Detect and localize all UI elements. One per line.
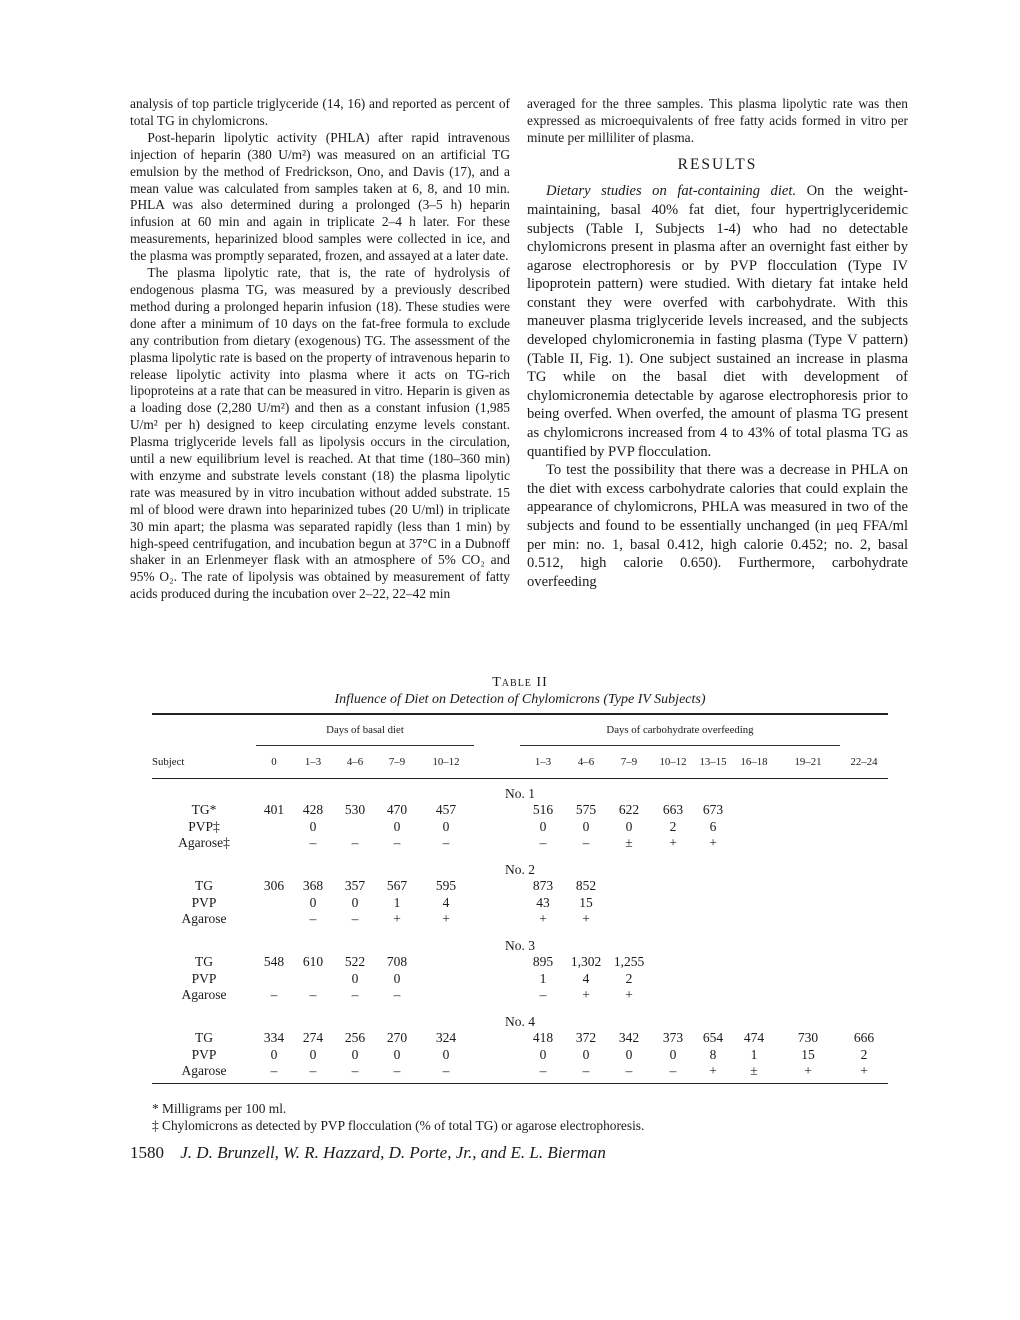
- table-cell: –: [351, 1063, 359, 1078]
- row-label: TG: [195, 954, 213, 969]
- table-cell: +: [669, 835, 677, 850]
- table-cell: [334, 818, 376, 835]
- table-cell: [732, 970, 776, 987]
- table-cell: 2: [669, 818, 677, 834]
- table-cell: 0: [582, 1046, 590, 1062]
- footnote: ‡ Chylomicrons as detected by PVP flocculation (% of total TG) or agarose electrophoresis.: [152, 1118, 645, 1133]
- table-cell: [776, 894, 840, 911]
- table-cell: 708: [386, 954, 408, 969]
- table-cell: 306: [263, 878, 285, 893]
- table-cell: 852: [575, 878, 597, 893]
- table-cell: –: [393, 987, 401, 1002]
- table-cell: 2: [860, 1046, 868, 1062]
- table-cell: 673: [702, 802, 724, 817]
- table-cell: 516: [532, 802, 554, 817]
- data-table: [152, 713, 888, 1084]
- subject-row: [152, 937, 888, 954]
- table-cell: 0: [582, 818, 590, 834]
- table-cell: [732, 878, 776, 895]
- table-cell: –: [442, 1063, 450, 1078]
- row-label: PVP: [191, 1046, 217, 1062]
- spacer-row: [152, 1003, 888, 1013]
- table-cell: 548: [263, 954, 285, 969]
- paragraph: To test the possibility that there was a decrease in PHLA on the diet with excess carbohydrate calories that could explain the appearance of chylomicrons, PHLA was measured in two of the subjects and found to be essentially unchanged (in μeq FFA/ml per min: no. 1, basal 0.412, high calorie 0.452; no. 2, basal 0.512, high calorie 0.650). Furthermore, carbohydrate overfeeding: [527, 462, 908, 590]
- table-cell: [694, 987, 732, 1004]
- table-cell: 730: [797, 1030, 819, 1045]
- row-label: PVP‡: [188, 818, 220, 834]
- table-cell: +: [804, 1063, 812, 1078]
- table-cell: –: [351, 911, 359, 926]
- table-cell: [776, 954, 840, 971]
- paragraph: Post-heparin lipolytic activity (PHLA) after rapid intravenous injection of heparin (380 U/m²) was measured on an artificial TG emulsion by the method of Fredrickson, Ono, and Davis (17), and a mean value was calculated from samples taken at 6, 8, and 10 min. PHLA was also determined during a prolonged (3–5 h) heparin infusion at 60 min and again in triplicate 2–4 h later. For these measurements, heparinized blood samples were collected in ice, and the plasma was promptly separated, frozen, and assayed at a later date.: [130, 129, 510, 264]
- table-cell: [732, 987, 776, 1004]
- table-cell: 43: [536, 894, 550, 910]
- table-cell: 0: [270, 1046, 278, 1062]
- spacer-cell: [474, 802, 520, 819]
- table-cell: 0: [539, 818, 547, 834]
- column-header: 13–15: [699, 756, 727, 768]
- column-header: 16–18: [740, 756, 768, 768]
- spacer-cell: [474, 835, 520, 852]
- table-cell: 1,302: [570, 954, 602, 969]
- table-cell: [256, 835, 292, 852]
- table-row: [152, 802, 888, 819]
- table-cell: [732, 802, 776, 819]
- table-cell: 0: [442, 1046, 450, 1062]
- table-row: [152, 1030, 888, 1047]
- table-cell: –: [393, 835, 401, 850]
- table-cell: 334: [263, 1030, 285, 1045]
- paragraph-text: On the weight-maintaining, basal 40% fat diet, four hypertriglyceridemic subjects (Table I, Subjects 1-4) who had no detectable chylomicrons present in plasma after an overnight fast either by agarose electrophoresis or by PVP flocculation (Type IV lipoprotein pattern) were studied. With dietary fat intake held constant they were overfed with carbohydrate. With this maneuver plasma triglyceride levels increased, and the subjects developed chylomicronemia in fasting plasma (Type V pattern) (Table II, Fig. 1). One subject sustained an increase in plasma TG while on the basal diet with development of chylomicronemia detectable by agarose electrophoresis prior to being overfed. When overfed, the amount of plasma TG present as chylomicrons increased from 4 to 43% of total plasma TG as quantified by PVP flocculation.: [527, 183, 908, 460]
- table-cell: [840, 878, 888, 895]
- table-cell: 428: [302, 802, 324, 817]
- table-cell: +: [709, 1063, 717, 1078]
- table-footnotes: [152, 1100, 888, 1134]
- spacer-cell: [474, 746, 520, 779]
- table-cell: +: [442, 911, 450, 926]
- spacer-cell: [474, 911, 520, 928]
- column-header: 10–12: [659, 756, 687, 768]
- table-cell: 654: [702, 1030, 724, 1045]
- table-cell: ±: [625, 835, 633, 850]
- table-cell: 1: [750, 1046, 758, 1062]
- table-cell: –: [309, 987, 317, 1002]
- column-header: 0: [271, 756, 277, 768]
- table-cell: 373: [662, 1030, 684, 1045]
- table-cell: [694, 954, 732, 971]
- table-label: Table II: [492, 675, 548, 690]
- paragraph: [527, 182, 908, 461]
- table-cell: 666: [853, 1030, 875, 1045]
- spacer-cell: [474, 970, 520, 987]
- table-cell: 0: [351, 1046, 359, 1062]
- table-row: [152, 835, 888, 852]
- table-row: [152, 970, 888, 987]
- spacer-cell: [474, 818, 520, 835]
- table-row: [152, 1046, 888, 1063]
- row-label: PVP: [191, 894, 217, 910]
- row-label: Agarose: [181, 987, 227, 1002]
- table-cell: 873: [532, 878, 554, 893]
- table-cell: 0: [309, 894, 317, 910]
- table-cell: [776, 987, 840, 1004]
- table-cell: 0: [393, 818, 401, 834]
- table-cell: [732, 818, 776, 835]
- table-cell: [256, 818, 292, 835]
- table-cell: 0: [669, 1046, 677, 1062]
- table-cell: 270: [386, 1030, 408, 1045]
- table-cell: 0: [442, 818, 450, 834]
- table-cell: 342: [618, 1030, 640, 1045]
- table-cell: [652, 970, 694, 987]
- table-row: [152, 818, 888, 835]
- table-cell: [256, 970, 292, 987]
- table-cell: 0: [625, 818, 633, 834]
- table-cell: 4: [582, 970, 590, 986]
- table-row: [152, 987, 888, 1004]
- column-header: 4–6: [577, 756, 595, 768]
- table-cell: [694, 911, 732, 928]
- subject-row: [152, 1013, 888, 1030]
- left-column: [130, 96, 510, 603]
- spacer-row: [152, 851, 888, 861]
- table-row: [152, 894, 888, 911]
- spacer-cell: [474, 714, 520, 746]
- table-cell: [732, 954, 776, 971]
- table-cell: 401: [263, 802, 285, 817]
- spacer-cell: [474, 1046, 520, 1063]
- table-cell: 622: [618, 802, 640, 817]
- table-title: Influence of Diet on Detection of Chylomicrons (Type IV Subjects): [334, 692, 706, 707]
- table-cell: [418, 970, 474, 987]
- table-cell: 8: [709, 1046, 717, 1062]
- table-cell: –: [309, 1063, 317, 1078]
- table-cell: 0: [351, 894, 359, 910]
- table-cell: 0: [393, 970, 401, 986]
- spacer-cell: [474, 1063, 520, 1080]
- table-cell: 457: [435, 802, 457, 817]
- table-cell: 895: [532, 954, 554, 969]
- spacer-row: [152, 927, 888, 937]
- table-row: [152, 1063, 888, 1080]
- table-cell: 530: [344, 802, 366, 817]
- table-cell: [840, 911, 888, 928]
- table-cell: 522: [344, 954, 366, 969]
- table-cell: –: [669, 1063, 677, 1078]
- paragraph: The plasma lipolytic rate, that is, the rate of hydrolysis of endogenous plasma TG, was measured by a previously described method during a prolonged heparin infusion (18). These studies were done after a minimum of 10 days on the fat-free formula to exclude any contribution from dietary (exogenous) TG. The assessment of the plasma lipolytic rate is based on the property of intravenous heparin to release lipolytic activity into plasma where it acts on TG-rich lipoproteins at a rate that can be measured in vitro. Heparin is given as a loading dose (2,280 U/m²) and then as a constant infusion (1,985 U/m² per h) designed to keep circulating enzyme levels constant. Plasma triglyceride levels fall as lipolysis occurs in the circulation, until a new equilibrium level is reached. At that time (180–360 min) with enzyme and substrate levels constant (18) the plasma lipolytic rate was measured by in vitro incubation without added substrate. 15 ml of blood were drawn into heparinized tubes (20 U/ml) in triplicate 30 min apart; the plasma was separated rapidly (less than 1 min) by high-speed centrifugation, and incubation begun at 37°C in a Dubnoff shaker in an Erlenmeyer flask with an atmosphere of 5% CO₂ and 95% O₂. The rate of lipolysis was obtained by measurement of fatty acids produced during the incubation over 2–22, 22–42 min: [130, 265, 510, 602]
- table-cell: 15: [801, 1046, 815, 1062]
- row-label: Agarose: [181, 911, 227, 926]
- table-cell: [732, 911, 776, 928]
- table-cell: –: [539, 835, 547, 850]
- table-cell: –: [393, 1063, 401, 1078]
- table-cell: –: [539, 987, 547, 1002]
- subject-header: Subject: [152, 755, 185, 768]
- table-cell: 1: [393, 894, 401, 910]
- table-cell: [652, 894, 694, 911]
- table-cell: [776, 802, 840, 819]
- table-cell: [256, 911, 292, 928]
- table-cell: –: [351, 987, 359, 1002]
- table-cell: [776, 970, 840, 987]
- footnote: * Milligrams per 100 ml.: [152, 1101, 287, 1116]
- table-cell: 15: [579, 894, 593, 910]
- group-header-overfeeding: Days of carbohydrate overfeeding: [520, 714, 840, 746]
- row-label: TG*: [191, 802, 217, 817]
- table-cell: –: [309, 835, 317, 850]
- table-cell: 0: [351, 970, 359, 986]
- subject-row: [152, 861, 888, 878]
- table-row: [152, 911, 888, 928]
- table-cell: [606, 911, 652, 928]
- column-header: 22–24: [850, 755, 878, 768]
- table-cell: [840, 970, 888, 987]
- table-cell: [776, 818, 840, 835]
- paragraph: analysis of top particle triglyceride (14, 16) and reported as percent of total TG in chylomicrons.: [130, 96, 510, 128]
- column-header: 10–12: [432, 756, 460, 768]
- column-header: 1–3: [304, 756, 322, 768]
- table-cell: –: [270, 1063, 278, 1078]
- subject-name: No. 1: [505, 785, 535, 801]
- table-cell: 324: [435, 1030, 457, 1045]
- spacer-cell: [474, 987, 520, 1004]
- spacer-cell: [152, 714, 256, 746]
- section-heading: RESULTS: [677, 155, 758, 173]
- table-cell: [418, 987, 474, 1004]
- spacer-cell: [474, 878, 520, 895]
- row-label: TG: [195, 1030, 213, 1045]
- page-footer: [130, 1143, 910, 1163]
- table-cell: +: [582, 987, 590, 1002]
- table-cell: [606, 878, 652, 895]
- table-cell: [652, 878, 694, 895]
- table-cell: 1,255: [613, 954, 645, 969]
- table-cell: [732, 894, 776, 911]
- running-authors: J. D. Brunzell, W. R. Hazzard, D. Porte, Jr., and E. L. Bierman: [180, 1143, 606, 1162]
- table-cell: [840, 802, 888, 819]
- table-cell: 0: [393, 1046, 401, 1062]
- table-cell: 1: [539, 970, 547, 986]
- table-cell: 567: [386, 878, 408, 893]
- table-cell: –: [582, 835, 590, 850]
- column-header: 7–9: [388, 756, 406, 768]
- table-cell: 470: [386, 802, 408, 817]
- group-header-basal: Days of basal diet: [256, 714, 474, 746]
- page-number: 1580: [130, 1143, 164, 1162]
- table-cell: 0: [309, 1046, 317, 1062]
- table-cell: +: [709, 835, 717, 850]
- table-cell: 0: [625, 1046, 633, 1062]
- table-cell: 6: [709, 818, 717, 834]
- table-cell: –: [625, 1063, 633, 1078]
- table-cell: [292, 970, 334, 987]
- subsection-heading: Dietary studies on fat-containing diet.: [545, 183, 797, 200]
- table-cell: 474: [743, 1030, 765, 1045]
- table-cell: +: [539, 911, 547, 926]
- column-header: 7–9: [620, 756, 638, 768]
- subject-name: No. 2: [505, 861, 535, 877]
- table-cell: [652, 987, 694, 1004]
- table-cell: –: [270, 987, 278, 1002]
- table-caption: [152, 674, 888, 708]
- table-cell: 4: [442, 894, 450, 910]
- table-cell: 418: [532, 1030, 554, 1045]
- table-row: [152, 878, 888, 895]
- table-cell: [418, 954, 474, 971]
- row-label: PVP: [191, 970, 217, 986]
- column-header: 4–6: [346, 756, 364, 768]
- table-cell: [694, 878, 732, 895]
- row-label: TG: [195, 878, 213, 893]
- table-cell: 575: [575, 802, 597, 817]
- row-label: Agarose: [181, 1063, 227, 1078]
- table-cell: [606, 894, 652, 911]
- table-cell: [776, 878, 840, 895]
- table-cell: [256, 894, 292, 911]
- table-cell: [652, 954, 694, 971]
- table-cell: [840, 894, 888, 911]
- table-cell: –: [351, 835, 359, 850]
- table-cell: 610: [302, 954, 324, 969]
- spacer-cell: [474, 1030, 520, 1047]
- table-cell: [694, 894, 732, 911]
- table-cell: +: [582, 911, 590, 926]
- table-cell: +: [393, 911, 401, 926]
- paragraph: averaged for the three samples. This plasma lipolytic rate was then expressed as microequivalents of free fatty acids formed in vitro per minute per milliliter of plasma.: [527, 96, 908, 145]
- table-cell: +: [860, 1063, 868, 1078]
- spacer-cell: [474, 894, 520, 911]
- subject-name: No. 4: [505, 1013, 535, 1029]
- table-cell: 2: [625, 970, 633, 986]
- table-cell: –: [309, 911, 317, 926]
- right-column: [527, 96, 908, 591]
- table-cell: –: [539, 1063, 547, 1078]
- table-cell: 0: [309, 818, 317, 834]
- table-cell: [840, 987, 888, 1004]
- table-cell: [840, 954, 888, 971]
- subject-row: [152, 785, 888, 802]
- table-cell: [694, 970, 732, 987]
- table-cell: 663: [662, 802, 684, 817]
- row-label: Agarose‡: [178, 835, 230, 850]
- spacer-row: [152, 1079, 888, 1084]
- table-cell: 595: [435, 878, 457, 893]
- table-cell: [776, 911, 840, 928]
- table-cell: 372: [575, 1030, 597, 1045]
- table-cell: [840, 818, 888, 835]
- table-cell: 357: [344, 878, 366, 893]
- table-cell: 0: [539, 1046, 547, 1062]
- spacer-cell: [474, 954, 520, 971]
- column-header: 19–21: [794, 756, 822, 768]
- table-cell: –: [582, 1063, 590, 1078]
- table-row: [152, 954, 888, 971]
- table-cell: ±: [750, 1063, 758, 1078]
- table-cell: 368: [302, 878, 324, 893]
- table-cell: [652, 911, 694, 928]
- column-header: 1–3: [534, 756, 552, 768]
- table-cell: [840, 835, 888, 852]
- table-cell: –: [442, 835, 450, 850]
- table-cell: 256: [344, 1030, 366, 1045]
- table-cell: 274: [302, 1030, 324, 1045]
- subject-name: No. 3: [505, 937, 535, 953]
- table-cell: [732, 835, 776, 852]
- table-cell: +: [625, 987, 633, 1002]
- table-cell: [776, 835, 840, 852]
